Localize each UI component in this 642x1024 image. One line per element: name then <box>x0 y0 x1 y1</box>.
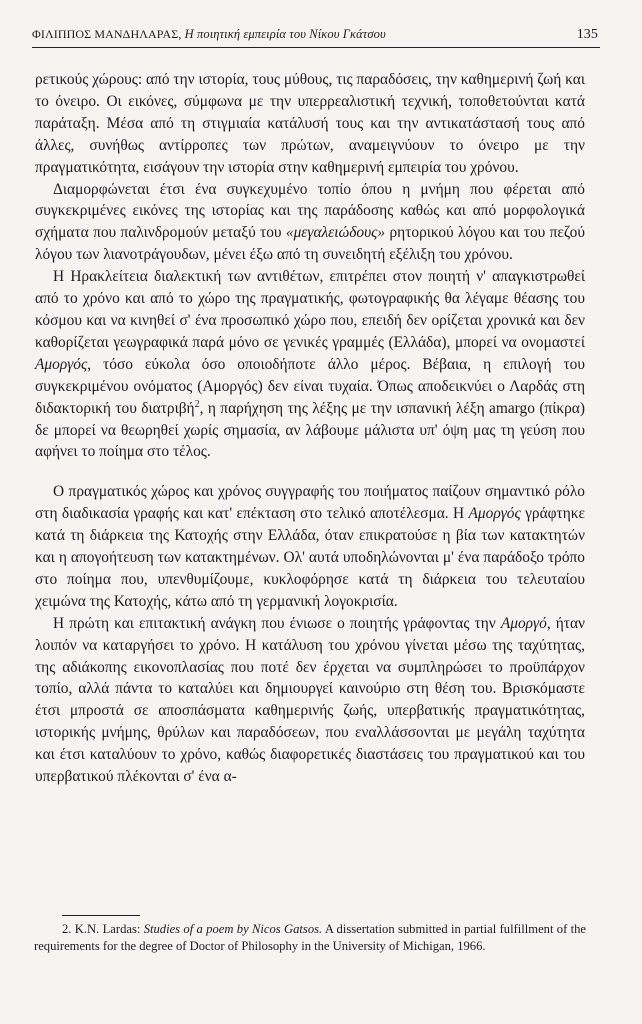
paragraph-4-text-a: Ο πραγματικός χώρος και χρόνος συγγραφής του ποιήματος παίζουν σημαντικό ρόλο στη διαδικασία γραφής και κατ' επέκταση στο τελικό αποτέλεσμα. Η <box>35 483 585 523</box>
paragraph-2 <box>35 179 585 267</box>
footnote-italic-title: Studies of a poem by Nicos Gatsos. <box>143 922 323 936</box>
paragraph-2-text-b: ρητορικού λόγου και του πεζού λόγου των λιανοτράγουδων, μένει έξω από τη συνειδητή εξέλιξη του χρόνου. <box>35 224 585 264</box>
paragraph-5 <box>35 613 585 788</box>
paragraph-3 <box>35 266 585 463</box>
running-head-author: ΦΙΛΙΠΠΟΣ ΜΑΝΔΗΛΑΡΑΣ, <box>32 27 182 41</box>
running-head <box>32 27 598 47</box>
running-head-title: Η ποιητική εμπειρία του Νίκου Γκάτσου <box>184 27 386 41</box>
header-rule <box>32 47 600 48</box>
footnote-rule <box>62 915 140 916</box>
paragraph-3-text-c: , η παρήχηση της λέξης με την ισπανική λέξη amargo (πίκρα) δε μπορεί να θεωρηθεί χωρίς σημασία, αν λάβουμε μάλιστα υπ' όψη μας τη γεύση που αφήνει το ποίημα στο τέλος. <box>35 399 585 461</box>
paragraph-3-italic: Αμοργός <box>35 355 88 373</box>
paragraph-1-text: ρετικούς χώρους: από την ιστορία, τους μύθους, τις παραδόσεις, την καθημερινή ζωή και το όνειρο. Οι εικόνες, σύμφωνα με την υπερρεαλιστική τεχνική, τοποθετούνται κατά παράταξη. Μέσα από τη στιγμιαία κατάλυσή τους και την αντικατάστασή τους από άλλες, συνήθως αντίρροπες των πρώτων, αναμειγνύουν το όνειρο με την πραγματικότητα, εισάγουν την ιστορία στην καθημερινή εμπειρία του χρόνου. <box>35 71 585 176</box>
paragraph-2-italic: «μεγαλειώδους» <box>285 224 386 242</box>
paragraph-3-text-a: Η Ηρακλείτεια διαλεκτική των αντιθέτων, επιτρέπει στον ποιητή ν' απαγκιστρωθεί από το χρόνο και από το χώρο της πραγματικής, φωτογραφικής θα λέγαμε θέασης του κόσμου και να κινηθεί σ' ένα προσωπικό χώρο που, επειδή δεν ορίζεται χρονικά και δεν καθορίζεται γεωγραφικά παρά μόνο σε γενικές γραμμές (Ελλάδα), μπορεί να ονομαστεί <box>35 268 585 351</box>
footnote-text-a: 2. K.N. Lardas: <box>62 922 144 936</box>
paragraph-4 <box>35 481 585 612</box>
body-text <box>35 69 585 788</box>
paragraph-5-text-b: , ήταν λοιπόν να καταργήσει το χρόνο. Η κατάλυση του χρόνου γίνεται μέσω της ταχύτητας, της αδιάκοπης εικονοπλασίας που ποτέ δεν έρχεται να συμπληρώσει το προϋπάρχον τοπίο, αλλά πάντα το καταλύει και δημιουργεί καινούριο στη θέση του. Βρισκόμαστε έτσι μπροστά σε αποσπάσματα καθημερινής ζωής, υπερβατικής πραγματικότητας, ιστορικής μνήμης, θρύλων και παραδόσεων, που εναλλάσσονται με μεγάλη ταχύτητα και έτσι καταλύουν το χρόνο, καθώς διαφορετικές διαστάσεις του πραγματικού και του υπερβατικού πλέκονται σ' ένα α- <box>35 614 586 786</box>
footnote-text-b: A dissertation submitted in partial fulfillment of the requirements for the degree of Doctor of Philosophy in the University of Michigan, 1966. <box>34 922 587 953</box>
paragraph-3-text-b: , τόσο εύκολα όσο οποιοδήποτε άλλο μέρος. Βέβαια, η επιλογή του συγκεκριμένου ονόματος (Αμοργός) δεν είναι τυχαία. Όπως αποδεικνύει ο Λαρδάς στη διδακτορική του διατριβή <box>35 355 585 417</box>
paragraph-2-text-a: Διαμορφώνεται έτσι ένα συγκεχυμένο τοπίο όπου η μνήμη που φέρεται από συγκεκριμένες εικόνες της ιστορίας και της παράδοσης καθώς και από μορφολογικά σχήματα που παλινδρομούν μεταξύ του <box>35 180 585 242</box>
footnote-reference: 2 <box>194 398 200 410</box>
paragraph-4-italic: Αμοργός <box>468 505 521 523</box>
paragraph-5-italic: Αμοργό <box>500 614 547 632</box>
page-number: 135 <box>576 27 598 42</box>
paragraph-1 <box>35 69 585 179</box>
paragraph-4-text-b: γράφτηκε κατά τη διάρκεια της Κατοχής στην Ελλάδα, όταν επικρατούσε η βία των κατακτητών και η απογοήτευση των κατακτημένων. Ολ' αυτά υποδηλώνονται μ' ένα παράδοξο τρόπο στο ποίημα που, υπενθυμίζουμε, κυκλοφόρησε κατά τη διάρκεια του τελευταίου χειμώνα της Κατοχής, κάτω από τη γερμανική λογοκρισία. <box>35 505 585 610</box>
footnote <box>34 921 586 955</box>
paragraph-5-text-a: Η πρώτη και επιτακτική ανάγκη που ένιωσε ο ποιητής γράφοντας την <box>53 614 501 632</box>
